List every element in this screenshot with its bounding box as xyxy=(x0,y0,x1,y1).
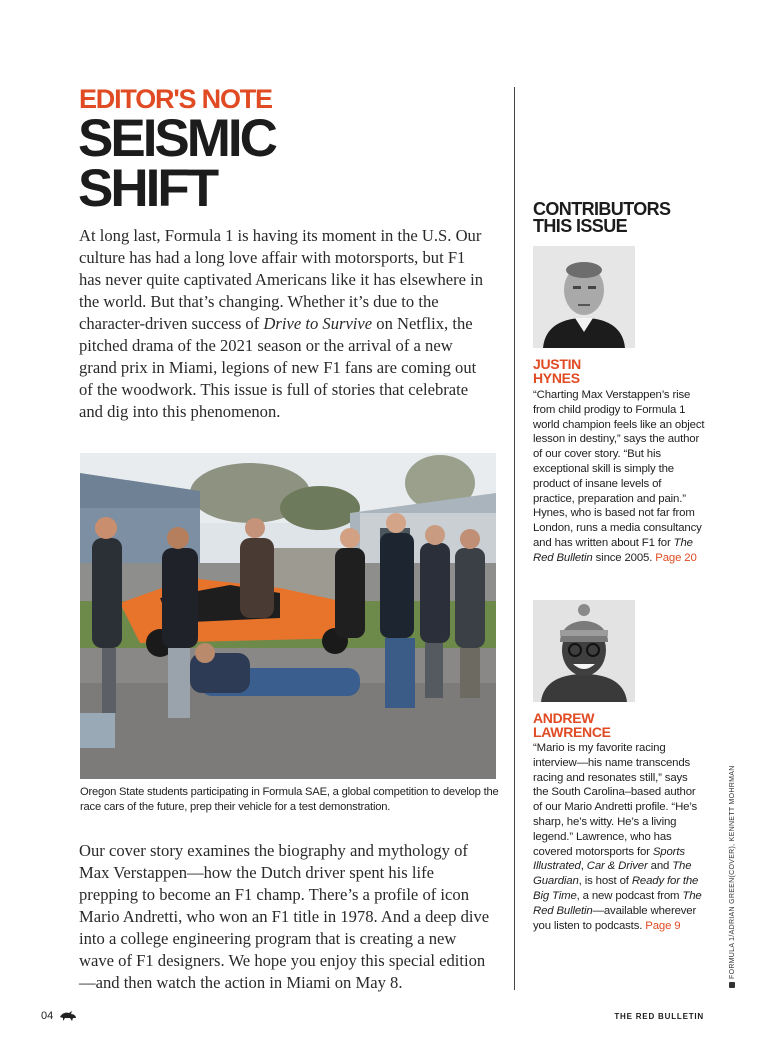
bio-italic: The Red Bulletin xyxy=(533,536,693,564)
credit-badge-icon xyxy=(729,982,735,988)
page-reference: Page 20 xyxy=(655,551,697,564)
intro-text-1: At long last, Formula 1 is having its moment in the U.S. Our culture has had a long love affair with motorsports, but F1 has never quite captivated Americans like it has elsewhere in the world. But that’s changing. Whether it’s due to the character-driven success of xyxy=(79,226,484,333)
bio-italic: Ready for the Big Time xyxy=(533,875,699,902)
bio-text: “Charting Max Verstappen’s rise from child prodigy to Formula 1 world champion feels like an object lesson in destiny,” says the author of our cover story. “But his exceptional skill is simply the product of insane levels of practice, preparation and pain.” Hynes, who is based not far from London, runs a media consultancy and has written about F1 for xyxy=(533,389,705,549)
contributor-last-name: LAWRENCE xyxy=(533,724,611,740)
feature-photo xyxy=(80,453,496,779)
bio-italic: Sports Illustrated xyxy=(533,845,685,873)
contributor-bio-andrew-lawrence xyxy=(533,741,705,933)
bio-text: “Mario is my favorite racing interview—his name transcends racing and resonates still,” says the South Carolina–based author of our Mario Andretti profile. “He’s sharp, he’s witty. He’s a living legend.” Lawrence, who has covered motorsports for xyxy=(533,742,698,858)
contributor-name-justin-hynes xyxy=(533,357,581,385)
photo-credit-text: FORMULA 1/ADRIAN GREEN(COVER), KENNETT MOHRMAN xyxy=(729,765,736,979)
footer-brand: THE RED BULLETIN xyxy=(614,1012,704,1021)
bio-italic: Car & Driver xyxy=(586,860,648,873)
headline-line-1: SEISMIC xyxy=(78,109,275,168)
contributors-heading-line-1: CONTRIBUTORS xyxy=(533,199,671,219)
intro-italic-title: Drive to Survive xyxy=(263,314,373,333)
contributor-name-andrew-lawrence xyxy=(533,711,611,739)
photo-caption: Oregon State students participating in Formula SAE, a global competition to develop the race cars of the future, prep their vehicle for a test demonstration. xyxy=(80,786,499,813)
bio-text: , a new podcast from xyxy=(576,889,683,902)
bio-italic: The Guardian xyxy=(533,860,692,888)
intro-text-2: on Netflix, the pitched drama of the 2021 season or the arrival of a new grand prix in Miami, legions of new F1 fans are coming out of the woodwork. This issue is full of stories that celebrate and dig into this phenomenon. xyxy=(79,314,477,421)
bio-italic: The Red Bulletin xyxy=(533,889,702,917)
bio-separator: and xyxy=(647,860,673,873)
column-divider xyxy=(514,87,515,990)
contributor-last-name: HYNES xyxy=(533,370,580,386)
contributor-first-name: ANDREW xyxy=(533,710,595,726)
page-title xyxy=(78,109,275,218)
portrait-andrew-lawrence xyxy=(533,600,635,702)
bio-text: , is host of xyxy=(578,875,632,888)
contributor-first-name: JUSTIN xyxy=(533,356,581,372)
intro-paragraph xyxy=(79,225,489,423)
photo-credit xyxy=(729,765,736,988)
contributor-bio-justin-hynes xyxy=(533,388,705,566)
headline-line-2: SHIFT xyxy=(78,159,217,218)
contributors-heading-line-2: THIS ISSUE xyxy=(533,216,628,236)
contributors-heading xyxy=(533,201,670,235)
bio-text-end: since 2005. xyxy=(592,551,653,564)
page-reference: Page 9 xyxy=(645,919,681,932)
section-kicker: EDITOR'S NOTE xyxy=(79,84,272,114)
closing-paragraph: Our cover story examines the biography and mythology of Max Verstappen—how the Dutch driver spent his life prepping to become an F1 champ. There’s a profile of icon Mario Andretti, who won an F1 title in 1978. And a deep dive into a college engineering program that is creating a new wave of F1 designers. We hope you enjoy this special edition—and then watch the action in Miami on May 8. xyxy=(79,841,490,992)
bull-logo-icon xyxy=(59,1009,77,1027)
bio-text-end: —available wherever you listen to podcasts. xyxy=(533,904,697,932)
page-number: 04 xyxy=(41,1010,54,1022)
bio-separator: , xyxy=(580,860,587,873)
portrait-justin-hynes xyxy=(533,246,635,348)
